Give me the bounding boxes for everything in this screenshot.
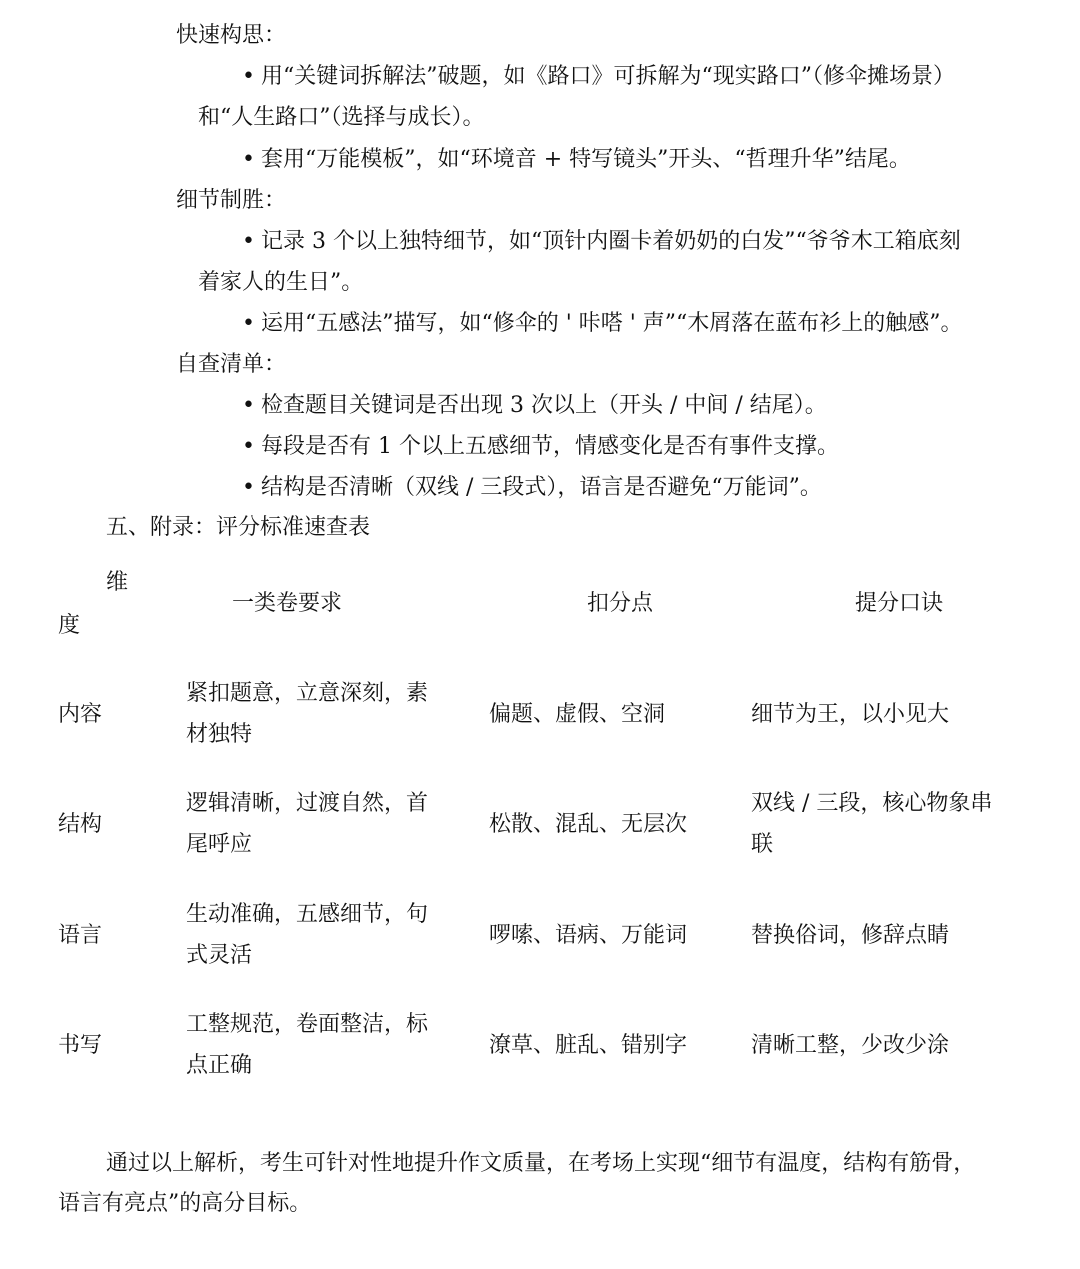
quick-plan-bullet-2 bbox=[242, 149, 911, 171]
bullet-icon: • bbox=[242, 475, 255, 500]
detail-win-bullet-1 bbox=[242, 231, 961, 253]
bullet-icon: • bbox=[242, 434, 255, 459]
row-requirement-line-1: 逻辑清晰，过渡自然，首 bbox=[186, 791, 429, 816]
detail-win-heading: 细节制胜： bbox=[176, 188, 287, 213]
checklist-heading: 自查清单： bbox=[176, 352, 287, 377]
row-tip-line-1: 细节为王，以小见大 bbox=[751, 702, 950, 727]
checklist-item-text: 每段是否有 1 个以上五感细节，情感变化是否有事件支撑。 bbox=[260, 434, 839, 459]
row-requirement-line-2: 点正确 bbox=[186, 1053, 253, 1078]
header-deduction: 扣分点 bbox=[587, 591, 654, 616]
row-tip-line-1: 替换俗词，修辞点睛 bbox=[751, 923, 950, 948]
row-dimension: 书写 bbox=[58, 1033, 103, 1058]
quick-plan-heading: 快速构思： bbox=[176, 23, 287, 48]
row-dimension: 语言 bbox=[58, 923, 103, 948]
row-deduction: 啰嗦、语病、万能词 bbox=[489, 923, 688, 948]
detail-win-bullet-2-text: 运用“五感法”描写，如“修伞的 ' 咔嗒 ' 声”“木屑落在蓝布衫上的触感”。 bbox=[260, 311, 963, 336]
conclusion-line-2: 语言有亮点”的高分目标。 bbox=[58, 1191, 312, 1216]
row-dimension: 内容 bbox=[58, 702, 103, 727]
detail-win-bullet-1-text: 记录 3 个以上独特细节，如“顶针内圈卡着奶奶的白发”“爷爷木工箱底刻 bbox=[260, 229, 961, 254]
bullet-icon: • bbox=[242, 147, 255, 172]
quick-plan-bullet-1 bbox=[242, 66, 955, 88]
quick-plan-bullet-2-text: 套用“万能模板”，如“环境音 + 特写镜头”开头、“哲理升华”结尾。 bbox=[260, 147, 911, 172]
bullet-icon: • bbox=[242, 311, 255, 336]
checklist-item bbox=[242, 436, 839, 458]
appendix-heading: 五、附录：评分标准速查表 bbox=[106, 515, 371, 540]
row-tip-line-1: 清晰工整，少改少涂 bbox=[751, 1033, 950, 1058]
row-requirement-line-2: 式灵活 bbox=[186, 943, 253, 968]
row-requirement-line-2: 材独特 bbox=[186, 722, 253, 747]
row-requirement-line-1: 生动准确，五感细节，句 bbox=[186, 902, 429, 927]
bullet-icon: • bbox=[242, 393, 255, 418]
row-deduction: 松散、混乱、无层次 bbox=[489, 812, 688, 837]
row-tip-line-1: 双线 / 三段，核心物象串 bbox=[751, 791, 993, 816]
row-deduction: 偏题、虚假、空洞 bbox=[489, 702, 666, 727]
row-requirement-line-1: 工整规范，卷面整洁，标 bbox=[186, 1012, 429, 1037]
detail-win-bullet-1-continued: 着家人的生日”。 bbox=[198, 270, 364, 295]
row-requirement-line-2: 尾呼应 bbox=[186, 832, 253, 857]
bullet-icon: • bbox=[242, 64, 255, 89]
conclusion-line-1: 通过以上解析，考生可针对性地提升作文质量，在考场上实现“细节有温度，结构有筋骨， bbox=[106, 1151, 976, 1176]
header-dimension-part-1: 维 bbox=[106, 570, 129, 595]
bullet-icon: • bbox=[242, 229, 255, 254]
header-requirement: 一类卷要求 bbox=[232, 591, 343, 616]
checklist-item-text: 结构是否清晰（双线 / 三段式），语言是否避免“万能词”。 bbox=[260, 475, 822, 500]
quick-plan-bullet-1-continued: 和“人生路口”（选择与成长）。 bbox=[198, 105, 485, 130]
row-deduction: 潦草、脏乱、错别字 bbox=[489, 1033, 688, 1058]
detail-win-bullet-2 bbox=[242, 313, 963, 335]
quick-plan-bullet-1-text: 用“关键词拆解法”破题，如《路口》可拆解为“现实路口”（修伞摊场景） bbox=[260, 64, 955, 89]
row-requirement-line-1: 紧扣题意，立意深刻，素 bbox=[186, 681, 429, 706]
header-dimension-part-2: 度 bbox=[58, 613, 81, 638]
row-dimension: 结构 bbox=[58, 812, 103, 837]
checklist-item bbox=[242, 477, 822, 499]
header-tip: 提分口诀 bbox=[855, 591, 944, 616]
row-tip-line-2: 联 bbox=[751, 832, 774, 857]
checklist-item-text: 检查题目关键词是否出现 3 次以上（开头 / 中间 / 结尾）。 bbox=[260, 393, 827, 418]
checklist-item bbox=[242, 395, 827, 417]
